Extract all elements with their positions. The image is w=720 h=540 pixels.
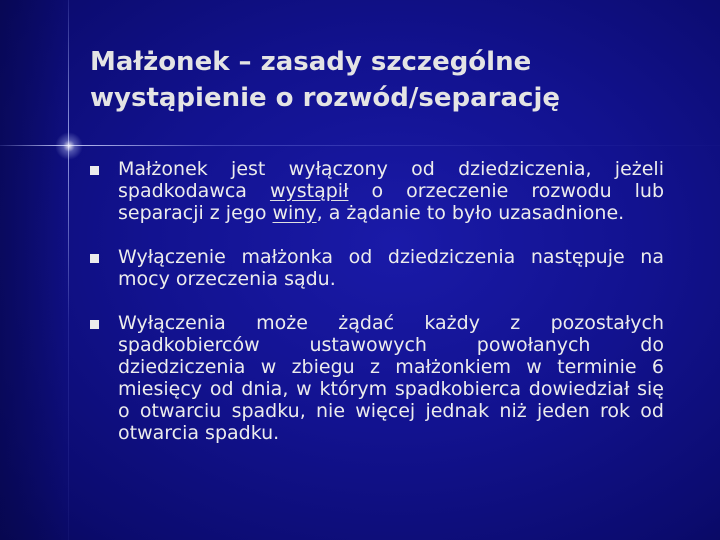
bullet-text-3: Wyłączenia może żądać każdy z pozostałych spadkobierców ustawowych powołanych do dziedziczenia w zbiegu z małżonkiem w terminie 6 miesięcy od dnia, w którym spadkobierca dowiedział się o otwarciu spadku, nie więcej jednak niż jeden rok od otwarcia spadku. xyxy=(118,312,664,444)
slide-title-line-2: wystąpienie o rozwód/separację xyxy=(90,83,560,113)
bullet-text-2: Wyłączenie małżonka od dziedziczenia następuje na mocy orzeczenia sądu. xyxy=(118,246,664,290)
vertical-decor-line xyxy=(68,0,69,540)
light-flare-decor xyxy=(55,132,83,160)
left-decor-band xyxy=(0,0,68,540)
bullet-list xyxy=(90,158,664,466)
bullet-1-underlined-word-1: wystąpił xyxy=(269,180,349,202)
bullet-item-2 xyxy=(90,246,664,290)
bullet-text-1 xyxy=(118,158,664,224)
slide-title-line-1: Małżonek – zasady szczególne xyxy=(90,47,532,77)
slide-title xyxy=(90,44,700,116)
horizontal-decor-line xyxy=(0,145,720,146)
bullet-1-text-part-1: Małżonek jest wyłączony od dziedziczenia, jeżeli spadkodawca xyxy=(118,158,664,202)
square-bullet-icon xyxy=(90,166,99,175)
bullet-1-underlined-word-2: winy xyxy=(272,202,317,224)
bullet-item-1 xyxy=(90,158,664,224)
bullet-1-text-part-3: , a żądanie to było uzasadnione. xyxy=(316,202,625,224)
square-bullet-icon xyxy=(90,320,99,329)
bullet-item-3 xyxy=(90,312,664,444)
bullet-1-text-part-2: o orzeczenie rozwodu lub separacji z jego xyxy=(118,180,664,224)
square-bullet-icon xyxy=(90,254,99,263)
